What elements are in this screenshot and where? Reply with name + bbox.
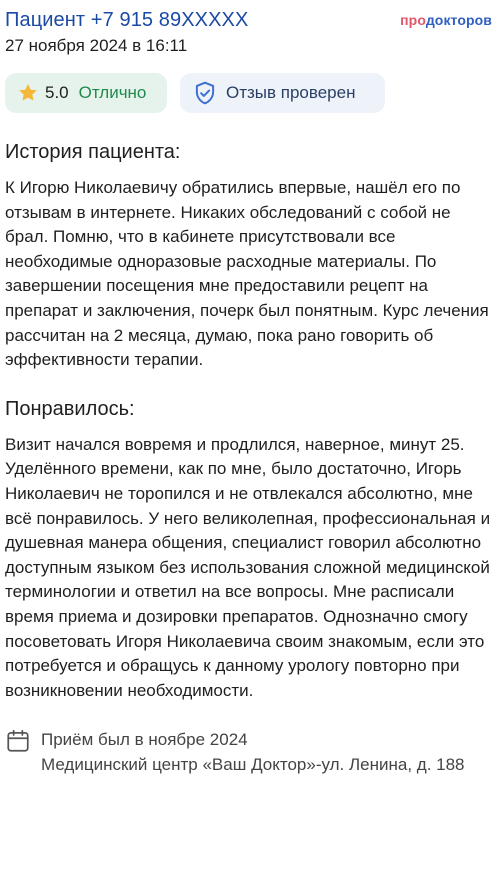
visit-date: Приём был в ноябре 2024 (41, 730, 248, 750)
rating-label: Отлично (78, 83, 147, 102)
liked-text: Визит начался вовремя и продлился, наверное, минут 25. Уделённого времени, как по мне, было достаточно, Игорь Николаевич не торопился и не отвлекался абсолютно, мне всё понравилось. У него великолепная, профессиональная и душевная манера общения, специалист говорил абсолютно доступным языком без использования сложной медицинской терминологии и ответил на все вопросы. Мне расписали время приема и дозировки препаратов. Однозначно смогу посоветовать Игоря Николаевича своим знакомым, если это потребуется и обращусь к данному урологу повторно при возникновении необходимости. (5, 434, 491, 700)
brand-logo-part1: про (400, 12, 426, 28)
history-title: История пациента: (5, 141, 181, 163)
clinic-address: Медицинский центр «Ваш Доктор»-ул. Ленина, д. 188 (41, 755, 465, 775)
visit-info (5, 727, 494, 777)
shield-check-icon (192, 80, 218, 106)
verified-label: Отзыв проверен (226, 83, 356, 102)
review-date: 27 ноября 2024 в 16:11 (5, 36, 188, 55)
verified-badge (180, 73, 385, 113)
rating-badge (5, 73, 167, 113)
brand-logo (400, 12, 492, 28)
patient-title: Пациент +7 915 89XXXXX (5, 9, 249, 31)
brand-logo-part2: докторов (425, 12, 492, 28)
visit-text (41, 727, 465, 777)
liked-title: Понравилось: (5, 397, 135, 420)
review-header (5, 0, 494, 32)
star-icon (17, 82, 39, 104)
calendar-icon (5, 728, 31, 754)
badges-row (5, 73, 494, 113)
rating-value: 5.0 (45, 83, 69, 102)
history-text: К Игорю Николаевичу обратились впервые, нашёл его по отзывам в интернете. Никаких обследований с собой не брал. Помню, что в кабинете присутствовали все необходимые одноразовые расходные материалы. По завершении посещения мне предоставили рецепт на препарат и заключения, почерк был понятным. Курс лечения рассчитан на 2 месяца, думаю, пока рано говорить об эффективности терапии. (5, 178, 489, 370)
